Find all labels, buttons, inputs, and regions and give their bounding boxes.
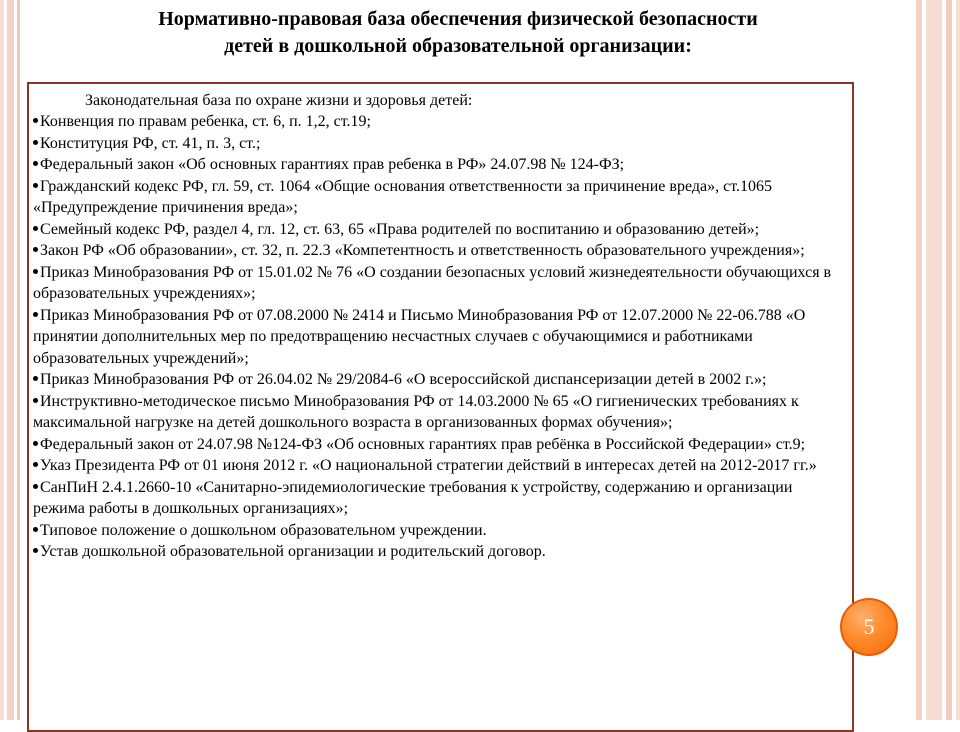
list-item (33, 477, 846, 520)
list-item (33, 541, 846, 563)
list-item-text: Приказ Минобразования РФ от 15.01.02 № 76 «О создании безопасных условий жизнедеятельности обучающихся в образовательных учреждениях»; (33, 263, 832, 302)
list-item (33, 133, 846, 155)
list-item-text: Типовое положение о дошкольном образовательном учреждении. (40, 521, 487, 539)
list-item-text: Конвенция по правам ребенка, ст. 6, п. 1,2, ст.19; (40, 113, 371, 130)
list-item-text: Гражданский кодекс РФ, гл. 59, ст. 1064 «Общие основания ответственности за причинение вреда», ст.1065 «Предупреждение причинения вреда»; (33, 177, 772, 216)
list-item (33, 391, 846, 434)
list-item (33, 176, 846, 219)
bullet-icon (33, 484, 38, 489)
list-item-text: Указ Президента РФ от 01 июня 2012 г. «О национальной стратегии действий в интересах детей на 2012-2017 гг.» (40, 457, 817, 474)
left-decorative-border (0, 0, 22, 720)
list-item-text: Закон РФ «Об образовании», ст. 32, п. 22.3 «Компетентность и ответственность образовательного учреждения»; (40, 242, 805, 259)
bullet-icon (33, 247, 38, 252)
list-item-text: Приказ Минобразования РФ от 07.08.2000 № 2414 и Письмо Минобразования РФ от 12.07.2000 № 22-06.788 «О принятии дополнительных мер по предотвращению несчастных случаев с обучающимися и работниками образовательных учреждений»; (33, 306, 806, 367)
bullet-icon (33, 183, 38, 188)
bullet-icon (33, 118, 38, 123)
list-item (33, 305, 846, 370)
bullet-icon (33, 527, 38, 532)
law-list (33, 111, 846, 563)
list-item-text: Семейный кодекс РФ, раздел 4, гл. 12, ст. 63, 65 «Права родителей по воспитанию и образованию детей»; (40, 220, 760, 238)
right-decorative-border (912, 0, 960, 720)
bullet-icon (33, 161, 38, 166)
list-item (33, 154, 846, 176)
intro-text: Законодательная база по охране жизни и здоровья детей: (85, 92, 473, 109)
bullet-icon (33, 226, 38, 231)
list-item (33, 520, 846, 542)
bullet-icon (33, 441, 38, 446)
list-item (33, 219, 846, 241)
list-item (33, 240, 846, 262)
list-item (33, 434, 846, 456)
slide-title (40, 6, 876, 60)
list-item-text: Федеральный закон от 24.07.98 №124-ФЗ «Об основных гарантиях прав ребёнка в Российской Федерации» ст.9; (40, 435, 806, 453)
list-item-text: СанПиН 2.4.1.2660-10 «Санитарно-эпидемиологические требования к устройству, содержанию и организации режима работы в дошкольных организациях»; (33, 478, 793, 517)
list-item (33, 455, 846, 477)
bullet-icon (33, 269, 38, 274)
page-number-badge: 5 (840, 598, 898, 656)
list-item (33, 111, 846, 133)
content-frame (27, 82, 854, 732)
list-item-text: Устав дошкольной образовательной организации и родительский договор. (40, 543, 546, 560)
list-item-text: Приказ Минобразования РФ от 26.04.02 № 29/2084-6 «О всероссийской диспансеризации детей в 2002 г.»; (40, 371, 767, 388)
bullet-icon (33, 140, 38, 145)
bullet-icon (33, 398, 38, 403)
bullet-icon (33, 312, 38, 317)
list-item (33, 369, 846, 391)
list-item-text: Конституция РФ, ст. 41, п. 3, ст.; (40, 134, 261, 152)
title-line-1: Нормативно-правовая база обеспечения физической безопасности (158, 8, 758, 30)
bullet-icon (33, 548, 38, 553)
bullet-icon (33, 376, 38, 381)
bullet-icon (33, 462, 38, 467)
title-line-2: детей в дошкольной образовательной организации: (224, 35, 692, 57)
list-item-text: Инструктивно-методическое письмо Минобразования РФ от 14.03.2000 № 65 «О гигиенических требованиях к максимальной нагрузке на детей дошкольного возраста в организованных формах обучения»; (33, 392, 799, 431)
list-item (33, 262, 846, 305)
list-item-text: Федеральный закон «Об основных гарантиях прав ребенка в РФ» 24.07.98 № 124-ФЗ; (40, 156, 625, 173)
